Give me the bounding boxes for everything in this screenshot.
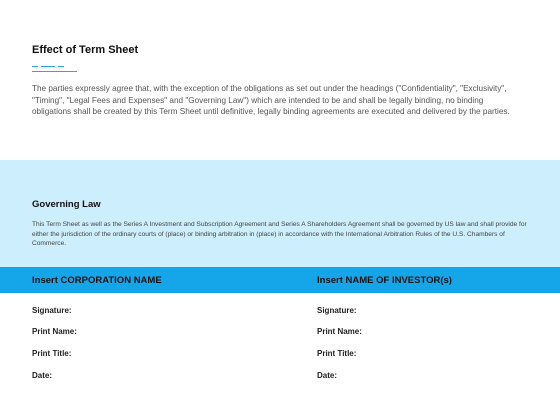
right-date-label: Date: xyxy=(317,371,338,380)
left-signature-label: Signature: xyxy=(32,306,72,315)
governing-law-title: Governing Law xyxy=(32,199,101,210)
right-print-name-label: Print Name: xyxy=(317,327,362,336)
left-date-label: Date: xyxy=(32,371,53,380)
corporation-name-heading: Insert CORPORATION NAME xyxy=(32,275,162,286)
right-print-title-label: Print Title: xyxy=(317,349,357,358)
title-decoration xyxy=(32,66,72,68)
governing-law-paragraph: This Term Sheet as well as the Series A Investment and Subscription Agreement and Series A Shareholders Agreement shall be governed by US law and shall provide for either the jurisdiction of the ordinary courts of (place) or binding arbitration in (place) in accordance with the International Arbitration Rules of the U.S. Chambers of Commerce. xyxy=(32,221,527,247)
left-print-title-label: Print Title: xyxy=(32,349,72,358)
right-signature-label: Signature: xyxy=(317,306,357,315)
effect-title: Effect of Term Sheet xyxy=(32,44,139,56)
effect-paragraph: The parties expressly agree that, with the exception of the obligations as set out under the headings ("Confidentiality", "Exclusivity", "Timing", "Legal Fees and Expenses" and "Governing Law") which are intended to be and shall be legally binding, no binding obligations shall be created by this Term Sheet until definitive, legally binding agreements are executed and delivered by the parties. xyxy=(32,84,510,116)
investor-name-heading: Insert NAME OF INVESTOR(s) xyxy=(317,275,452,286)
title-underline xyxy=(32,71,77,72)
governing-law-band xyxy=(0,160,560,267)
left-print-name-label: Print Name: xyxy=(32,327,77,336)
